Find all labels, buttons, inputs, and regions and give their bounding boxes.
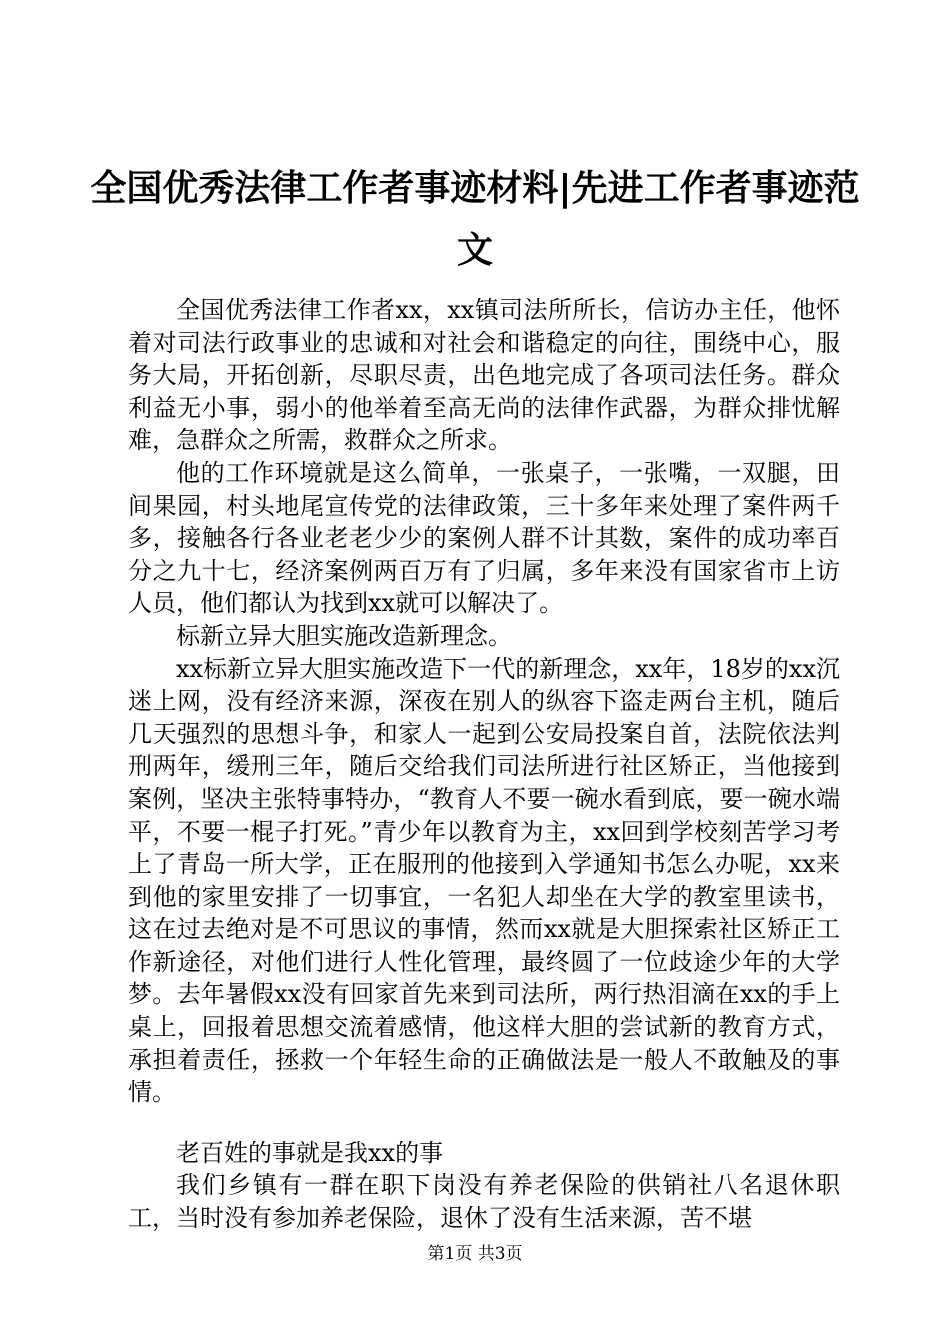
document-body (128, 294, 840, 1235)
page-number-footer: 第1页 共3页 (427, 1244, 523, 1264)
section-heading-new-concept: 标新立异大胆实施改造新理念。 (176, 621, 512, 650)
document-title: 全国优秀法律工作者事迹材料|先进工作者事迹范文 (90, 168, 860, 271)
section-heading-common-people: 老百姓的事就是我xx的事 (176, 1138, 444, 1167)
paragraph-retired-workers: 我们乡镇有一群在职下岗没有养老保险的供销社八名退休职工，当时没有参加养老保险，退休了没有生活来源，苦不堪 (128, 1171, 840, 1233)
paragraph-work-environment: 他的工作环境就是这么简单，一张桌子，一张嘴，一双腿，田间果园，村头地尾宣传党的法律政策，三十多年来处理了案件两千多，接触各行各业老老少少的案例人群不计其数，案件的成功率百分之九十七，经济案例两百万有了归属，多年来没有国家省市上访人员，他们都认为找到xx就可以解决了。 (128, 458, 840, 618)
paragraph-intro: 全国优秀法律工作者xx，xx镇司法所所长，信访办主任，他怀着对司法行政事业的忠诚和对社会和谐稳定的向往，围绕中心，服务大局，开拓创新，尽职尽责，出色地完成了各项司法任务。群众利益无小事，弱小的他举着至高无尚的法律作武器，为群众排忧解难，急群众之所需，救群众之所求。 (128, 296, 840, 455)
paragraph-community-correction: xx标新立异大胆实施改造下一代的新理念，xx年，18岁的xx沉迷上网，没有经济来源，深夜在别人的纵容下盗走两台主机，随后几天强烈的思想斗争，和家人一起到公安局投案自首，法院依法判刑两年，缓刑三年，随后交给我们司法所进行社区矫正，当他接到案例，坚决主张特事特办，“教育人不要一碗水看到底，要一碗水端平，不要一棍子打死。”青少年以教育为主，xx回到学校刻苦学习考上了青岛一所大学，正在服刑的他接到入学通知书怎么办呢，xx来到他的家里安排了一切事宜，一名犯人却坐在大学的教室里读书，这在过去绝对是不可思议的事情，然而xx就是大胆探索社区矫正工作新途径，对他们进行人性化管理，最终圆了一位歧途少年的大学梦。去年暑假xx没有回家首先来到司法所，两行热泪滴在xx的手上桌上，回报着思想交流着感情，他这样大胆的尝试新的教育方式，承担着责任，拯救一个年轻生命的正确做法是一般人不敢触及的事情。 (128, 654, 840, 1107)
